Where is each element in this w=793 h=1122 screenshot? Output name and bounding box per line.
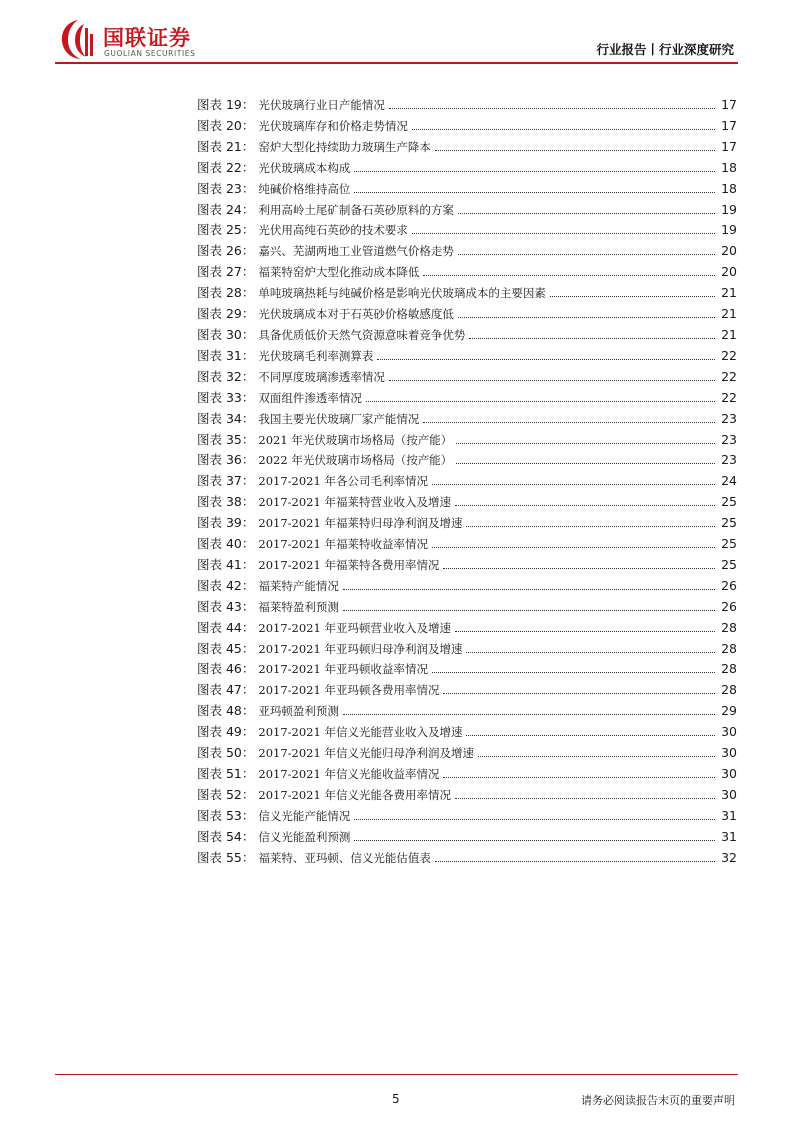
toc-entry[interactable]: [197, 137, 737, 158]
header-divider: [55, 62, 738, 64]
toc-entry-page: 25: [721, 556, 737, 572]
toc-entry-label: 图表 49：: [197, 724, 255, 740]
toc-entry-label: 图表 20：: [197, 117, 255, 133]
toc-leader-dots: [389, 108, 715, 109]
toc-entry[interactable]: [197, 659, 737, 680]
toc-entry-page: 22: [721, 368, 737, 384]
toc-leader-dots: [343, 610, 715, 611]
toc-entry[interactable]: [197, 806, 737, 827]
toc-entry-page: 21: [721, 285, 737, 301]
toc-entry-page: 24: [721, 473, 737, 489]
toc-entry-label: 图表 38：: [197, 494, 255, 510]
toc-entry-label: 图表 30：: [197, 326, 255, 342]
toc-entry-title: 2017-2021 年各公司毛利率情况: [258, 474, 428, 489]
toc-entry-label: 图表 29：: [197, 306, 255, 322]
toc-entry-title: 信义光能产能情况: [258, 808, 351, 823]
toc-entry-title: 光伏玻璃成本对于石英砂价格敏感度低: [258, 307, 454, 322]
toc-entry-label: 图表 27：: [197, 264, 255, 280]
guolian-logo-icon: [58, 18, 98, 62]
toc-leader-dots: [466, 652, 715, 653]
toc-entry-label: 图表 31：: [197, 347, 255, 363]
toc-leader-dots: [343, 714, 715, 715]
toc-entry-title: 光伏玻璃行业日产能情况: [258, 98, 385, 112]
toc-entry-page: 30: [721, 724, 737, 740]
toc-leader-dots: [389, 380, 715, 381]
toc-entry[interactable]: [197, 576, 737, 597]
toc-entry-title: 纯碱价格维持高位: [258, 181, 351, 196]
toc-entry-label: 图表 47：: [197, 682, 255, 698]
toc-entry[interactable]: [197, 639, 737, 660]
toc-leader-dots: [354, 171, 715, 172]
toc-entry-title: 福莱特窑炉大型化推动成本降低: [258, 265, 420, 280]
toc-entry-page: 20: [721, 243, 737, 259]
toc-entry-page: 25: [721, 536, 737, 552]
toc-leader-dots: [550, 296, 715, 297]
toc-entry-label: 图表 45：: [197, 640, 255, 656]
logo-text-en: GUOLIAN SECURITIES: [104, 49, 196, 58]
toc-leader-dots: [412, 129, 715, 130]
toc-entry-label: 图表 50：: [197, 745, 255, 761]
toc-entry-page: 23: [721, 452, 737, 468]
toc-leader-dots: [432, 484, 715, 485]
footer-divider: [55, 1074, 738, 1075]
toc-entry[interactable]: [197, 179, 737, 200]
toc-leader-dots: [458, 213, 715, 214]
toc-entry-label: 图表 35：: [197, 431, 255, 447]
toc-entry-title: 光伏玻璃成本构成: [258, 160, 351, 175]
toc-entry-page: 17: [721, 138, 737, 154]
toc-entry-page: 19: [721, 201, 737, 217]
toc-entry[interactable]: [197, 492, 737, 513]
toc-entry[interactable]: [197, 388, 737, 409]
toc-entry-page: 23: [721, 431, 737, 447]
toc-entry-label: 图表 21：: [197, 138, 255, 154]
toc-leader-dots: [412, 233, 715, 234]
toc-entry-title: 2017-2021 年信义光能营业收入及增速: [258, 725, 463, 740]
toc-entry[interactable]: [197, 241, 737, 262]
toc-leader-dots: [432, 547, 715, 548]
toc-entry-title: 不同厚度玻璃渗透率情况: [258, 369, 385, 384]
company-logo: [58, 18, 258, 62]
toc-entry-page: 25: [721, 494, 737, 510]
toc-entry-label: 图表 42：: [197, 577, 255, 593]
toc-entry-title: 2021 年光伏玻璃市场格局（按产能）: [258, 432, 453, 447]
toc-entry[interactable]: [197, 701, 737, 722]
toc-entry-title: 2017-2021 年福莱特收益率情况: [258, 537, 428, 552]
toc-entry-title: 利用高岭土尾矿制备石英砂原料的方案: [258, 202, 454, 217]
toc-entry[interactable]: [197, 346, 737, 367]
toc-entry-title: 福莱特、亚玛顿、信义光能估值表: [258, 850, 431, 865]
page-header: [0, 0, 793, 70]
toc-entry-title: 2017-2021 年信义光能收益率情况: [258, 767, 440, 781]
toc-entry[interactable]: [197, 116, 737, 137]
toc-leader-dots: [354, 819, 715, 820]
toc-entry-label: 图表 44：: [197, 619, 255, 635]
toc-entry-page: 21: [721, 306, 737, 322]
toc-entry-label: 图表 39：: [197, 515, 255, 531]
toc-entry[interactable]: [197, 158, 737, 179]
toc-entry-page: 31: [721, 807, 737, 823]
toc-entry-label: 图表 34：: [197, 410, 255, 426]
toc-leader-dots: [377, 359, 715, 360]
toc-entry[interactable]: [197, 325, 737, 346]
toc-entry[interactable]: [197, 95, 737, 116]
toc-entry-label: 图表 26：: [197, 243, 255, 259]
toc-entry-title: 2017-2021 年亚玛顿各费用率情况: [258, 683, 440, 698]
toc-entry-title: 双面组件渗透率情况: [258, 390, 362, 405]
toc-leader-dots: [456, 463, 715, 464]
toc-entry-page: 28: [721, 682, 737, 698]
toc-entry-label: 图表 54：: [197, 828, 255, 844]
toc-entry-title: 信义光能盈利预测: [258, 829, 351, 844]
toc-entry-title: 我国主要光伏玻璃厂家产能情况: [258, 411, 420, 426]
toc-entry-label: 图表 51：: [197, 766, 255, 781]
toc-entry-label: 图表 36：: [197, 452, 255, 468]
toc-entry-page: 19: [721, 222, 737, 238]
toc-entry[interactable]: [197, 597, 737, 618]
toc-entry[interactable]: [197, 283, 737, 304]
toc-entry-title: 2017-2021 年亚玛顿归母净利润及增速: [258, 641, 463, 656]
toc-entry[interactable]: [197, 513, 737, 534]
toc-entry-page: 18: [721, 159, 737, 175]
toc-leader-dots: [458, 317, 715, 318]
toc-entry-page: 29: [721, 703, 737, 719]
toc-entry-label: 图表 40：: [197, 536, 255, 552]
toc-entry-page: 32: [721, 849, 737, 865]
toc-entry-page: 22: [721, 347, 737, 363]
toc-entry-title: 2017-2021 年信义光能归母净利润及增速: [258, 746, 474, 761]
toc-leader-dots: [435, 861, 715, 862]
toc-entry-title: 光伏玻璃毛利率测算表: [258, 348, 374, 363]
toc-entry-label: 图表 52：: [197, 786, 255, 802]
toc-entry-title: 2017-2021 年福莱特各费用率情况: [258, 557, 440, 572]
toc-entry-page: 31: [721, 828, 737, 844]
toc-entry-label: 图表 46：: [197, 661, 255, 677]
toc-entry-page: 28: [721, 661, 737, 677]
report-type: 行业报告丨行业深度研究: [596, 42, 734, 57]
toc-entry[interactable]: [197, 304, 737, 325]
toc-leader-dots: [343, 589, 715, 590]
toc-leader-dots: [443, 693, 715, 694]
toc-entry[interactable]: [197, 764, 737, 785]
toc-entry-label: 图表 55：: [197, 849, 255, 865]
toc-entry-title: 光伏用高纯石英砂的技术要求: [258, 223, 408, 238]
toc-leader-dots: [432, 672, 715, 673]
toc-entry[interactable]: [197, 471, 737, 492]
toc-entry[interactable]: [197, 367, 737, 388]
toc-leader-dots: [455, 505, 715, 506]
toc-leader-dots: [435, 150, 715, 151]
toc-entry-label: 图表 28：: [197, 285, 255, 301]
toc-entry-title: 2017-2021 年亚玛顿营业收入及增速: [258, 620, 451, 635]
toc-entry[interactable]: [197, 680, 737, 701]
toc-entry-title: 窑炉大型化持续助力玻璃生产降本: [258, 139, 431, 154]
toc-entry-page: 23: [721, 410, 737, 426]
toc-entry-title: 2022 年光伏玻璃市场格局（按产能）: [258, 453, 453, 468]
toc-entry-page: 28: [721, 640, 737, 656]
toc-leader-dots: [423, 275, 715, 276]
toc-entry-label: 图表 53：: [197, 807, 255, 823]
toc-entry-title: 福莱特产能情况: [258, 578, 339, 593]
toc-entry[interactable]: [197, 618, 737, 639]
toc-entry-page: 30: [721, 786, 737, 802]
toc-entry[interactable]: [197, 430, 737, 451]
toc-entry-label: 图表 25：: [197, 222, 255, 238]
toc-leader-dots: [366, 401, 715, 402]
toc-entry-page: 17: [721, 117, 737, 133]
toc-entry-label: 图表 33：: [197, 389, 255, 405]
toc-leader-dots: [455, 631, 715, 632]
toc-entry[interactable]: [197, 555, 737, 576]
toc-leader-dots: [354, 840, 715, 841]
toc-leader-dots: [354, 192, 715, 193]
toc-entry-title: 2017-2021 年福莱特营业收入及增速: [258, 495, 451, 510]
toc-entry-title: 嘉兴、芜湖两地工业管道燃气价格走势: [258, 244, 454, 259]
toc-entry[interactable]: [197, 722, 737, 743]
page-number: 5: [392, 1092, 400, 1106]
toc-leader-dots: [466, 735, 715, 736]
toc-leader-dots: [443, 568, 715, 569]
toc-entry[interactable]: [197, 848, 737, 869]
footer-disclaimer: 请务必阅读报告末页的重要声明: [581, 1094, 735, 1107]
toc-entry-page: 18: [721, 180, 737, 196]
toc-entry-title: 福莱特盈利预测: [258, 599, 339, 614]
toc-entry[interactable]: [197, 450, 737, 471]
toc-leader-dots: [458, 254, 715, 255]
toc-entry-title: 2017-2021 年福莱特归母净利润及增速: [258, 516, 463, 531]
toc-entry[interactable]: [197, 200, 737, 221]
figure-table-of-contents: [197, 95, 737, 869]
toc-entry[interactable]: [197, 785, 737, 806]
toc-leader-dots: [456, 443, 715, 444]
toc-leader-dots: [443, 777, 715, 778]
toc-entry-page: 22: [721, 389, 737, 405]
toc-entry-page: 28: [721, 619, 737, 635]
toc-entry-label: 图表 24：: [197, 201, 255, 217]
toc-entry[interactable]: [197, 743, 737, 764]
toc-leader-dots: [423, 422, 715, 423]
toc-entry-page: 20: [721, 264, 737, 280]
toc-entry-page: 17: [721, 97, 737, 112]
toc-leader-dots: [469, 338, 715, 339]
toc-entry-label: 图表 37：: [197, 473, 255, 489]
toc-entry-label: 图表 48：: [197, 703, 255, 719]
toc-entry-page: 30: [721, 745, 737, 761]
toc-entry-title: 光伏玻璃库存和价格走势情况: [258, 118, 408, 133]
toc-entry-page: 26: [721, 598, 737, 614]
toc-leader-dots: [466, 526, 715, 527]
toc-entry-title: 2017-2021 年亚玛顿收益率情况: [258, 662, 428, 677]
toc-entry[interactable]: [197, 534, 737, 555]
toc-entry[interactable]: [197, 827, 737, 848]
toc-entry-title: 2017-2021 年信义光能各费用率情况: [258, 787, 451, 802]
toc-entry-title: 具备优质低价天然气资源意味着竞争优势: [258, 327, 466, 342]
toc-entry-label: 图表 32：: [197, 368, 255, 384]
toc-leader-dots: [478, 756, 715, 757]
toc-entry[interactable]: [197, 262, 737, 283]
toc-entry-page: 21: [721, 326, 737, 342]
logo-text-cn: 国联证券: [103, 26, 191, 50]
toc-entry-label: 图表 22：: [197, 159, 255, 175]
toc-leader-dots: [455, 798, 715, 799]
toc-entry-page: 30: [721, 766, 737, 781]
toc-entry-label: 图表 19：: [197, 97, 255, 112]
toc-entry[interactable]: [197, 409, 737, 430]
toc-entry[interactable]: [197, 220, 737, 241]
toc-entry-label: 图表 23：: [197, 180, 255, 196]
toc-entry-label: 图表 41：: [197, 556, 255, 572]
toc-entry-page: 25: [721, 515, 737, 531]
toc-entry-label: 图表 43：: [197, 598, 255, 614]
toc-entry-title: 单吨玻璃热耗与纯碱价格是影响光伏玻璃成本的主要因素: [258, 286, 546, 301]
toc-entry-title: 亚玛顿盈利预测: [258, 704, 339, 719]
toc-entry-page: 26: [721, 577, 737, 593]
